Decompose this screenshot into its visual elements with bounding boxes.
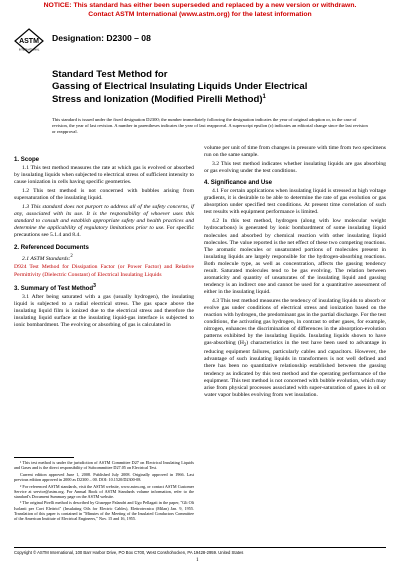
paragraph-3-2: 3.2 This test method indicates whether insulating liquids are gas absorbing or gas evolving under the test conditions. (204, 161, 386, 175)
title-line-1: Standard Test Method for (52, 69, 168, 80)
paragraph-4-3: 4.3 This test method measures the tendency of insulating liquids to absorb or evolve gas under conditions of electrical stress and ionization based on the reaction with hydrogen, the predominant gas in the partial discharge. For the test conditions, the activating gas hydrogen, in contrast to other gases, for example, nitrogen, enhances the discrimination of differences in the absorption-evolution patterns exhibited by the insulating liquids. Insulating liquids shown to have gas-absorbing $(H_2)$ characteristics in the test have been used to advantage in reducing equipment failures, particularly cables and capacitors. However, the advantage of such insulating liquids in transformers is not well defined and there has been no quantitative relationship established between the gassing tendency as indicated by this test method and the operating performance of the equipment. This test method is not concerned with bubble evolution, which may arise from physical processes associated with super-saturation of gases in oil or water vapor bubbles evolving from wet insulation. (204, 297, 386, 398)
standard-issue-note: This standard is issued under the fixed designation D2300; the number immediately following the designation indicates the year of original adoption or, in the case of revision, the year of last revision. A number in parentheses indicates the year of last reapproval. A superscript epsilon (ε) indicates an editorial change since the last revision or reapproval. (52, 117, 368, 134)
notice-line-2: Contact ASTM International (www.astm.org) for the latest information (88, 11, 312, 18)
paragraph-1-2: 1.2 This test method is not concerned with bubbles arising from supersaturation of the insulating liquid. (14, 188, 194, 202)
footnote-divider (14, 457, 74, 458)
svg-text:ASTM: ASTM (19, 38, 39, 45)
paragraph-3-1-continued: volume per unit of time from changes in pressure with time from two specimens run on the same sample. (204, 145, 386, 159)
footnote-1: ¹ This test method is under the jurisdiction of ASTM Committee D27 on Electrical Insulating Liquids and Gases and is the direct responsibility of Subcommittee D27.05 on Electrical Test. (14, 460, 194, 471)
astm-logo-icon (14, 28, 44, 54)
page-number: 1 (196, 557, 199, 563)
footnote-2: ² For referenced ASTM standards, visit the ASTM website, www.astm.org, or contact ASTM Customer Service at service@astm.org. For Annual Book of ASTM Standards volume information, refer to the standard's Document Summary page on the ASTM website. (14, 483, 194, 499)
left-column (14, 152, 194, 331)
section-heading-summary: 3. Summary of Test Method$^3$ (14, 282, 96, 292)
footnotes (14, 457, 194, 522)
copyright-footer: Copyright © ASTM International, 100 Barr Harbor Drive, PO Box C700, West Conshohocken, PA 19428-2959. United States (14, 547, 386, 555)
paragraph-3-1: 3.1 After being saturated with a gas (usually hydrogen), the insulating liquid is subjected to a radial electrical stress. The gas space above the insulating liquid film is ionized due to the electrical stress and therefore the insulating liquid surface at the insulating liquid-gas interface is subjected to ionic bombardment. The evolving or absorbing of gas is calculated in (14, 293, 194, 328)
reference-code-link[interactable]: D924 (14, 264, 27, 271)
right-column (204, 145, 386, 401)
section-heading-significance: 4. Significance and Use (204, 179, 273, 187)
footnote-1-edition: Current edition approved June 1, 2008. Published July 2008. Originally approved in 1966. Last previous edition approved in 2000 as D2300 – 00. DOI: 10.1520/D2300-08. (14, 471, 194, 482)
title-footnote-mark: 1 (262, 94, 266, 101)
paragraph-2-1: 2.1 ASTM Standards:$^2$ (22, 253, 73, 262)
paragraph-1-1: 1.1 This test method measures the rate at which gas is evolved or absorbed by insulating liquids when subjected to electrical stress of sufficient intensity to cause ionization in cells having specific geometries. (14, 165, 194, 186)
designation: Designation: D2300 – 08 (52, 33, 151, 43)
paragraph-4-2: 4.2 In this test method, hydrogen (along with low molecular weight hydrocarbons) is generated by ionic bombardment of some insulating liquid molecules and absorbed by chemical reaction with other insulating liquid molecules. The value reported is the net effect of these two competing reactions. The aromatic molecules or unsaturated portions of molecules present in insulating liquids are largely responsible for the hydrogen-absorbing reactions. Both molecule type, as well as concentration, affects the gassing tendency result. Saturated molecules tend to be gas evolving. The relation between aromaticity and quantity of unsaturates of the insulating liquid and gassing tendency is an indirect one and cannot be used for a quantitative assessment of either in the insulating liquid. (204, 218, 386, 295)
title-line-3: Stress and Ionization (Modified Pirelli Method)$^1$ (52, 94, 266, 106)
paragraph-4-1: 4.1 For certain applications when insulating liquid is stressed at high voltage gradients, it is desirable to be able to determine the rate of gas evolution or gas absorption under specified test conditions. At present time correlation of such test results with equipment performance is limited. (204, 188, 386, 216)
supersede-notice (0, 0, 400, 23)
notice-line-1: NOTICE: This standard has either been superseded and replaced by a new version or withdrawn. (43, 2, 357, 9)
reference-d924[interactable]: D924 Test Method for Dissipation Factor (or Power Factor) and Relative Permittivity (Dielectric Constant) of Electrical Insulating Liquids (14, 264, 194, 278)
footnote-3: ³ The original Pirelli method is described by Giuseppe Palandri and Ugo Pellagati in the paper, "Gli Oli Isolanti per Cavi Elettrici" (Insulating Oils for Electric Cables), Elettrotecnica (Milan) Jan. 9, 1955. Translation of this paper is contained in "Minutes of the Meeting of the Insulated Conductors Committee of the American Institute of Electrical Engineers," Nov. 15 and 16, 1955. (14, 500, 194, 521)
document-title (52, 69, 372, 106)
section-heading-scope: 1. Scope (14, 156, 40, 163)
section-heading-referenced-documents: 2. Referenced Documents (14, 243, 89, 251)
paragraph-1-3: 1.3 This standard does not purport to address all of the safety concerns, if any, associated with its use. It is the responsibility of whoever uses this standard to consult and establish appropriate safety and health practices and determine the applicability of regulatory limitations prior to use. For specific precautions see 5.1.4 and 8.4. (14, 204, 195, 239)
svg-text:INTERNATIONAL: INTERNATIONAL (18, 48, 40, 52)
title-line-2: Gassing of Electrical Insulating Liquids Under Electrical (52, 80, 308, 92)
